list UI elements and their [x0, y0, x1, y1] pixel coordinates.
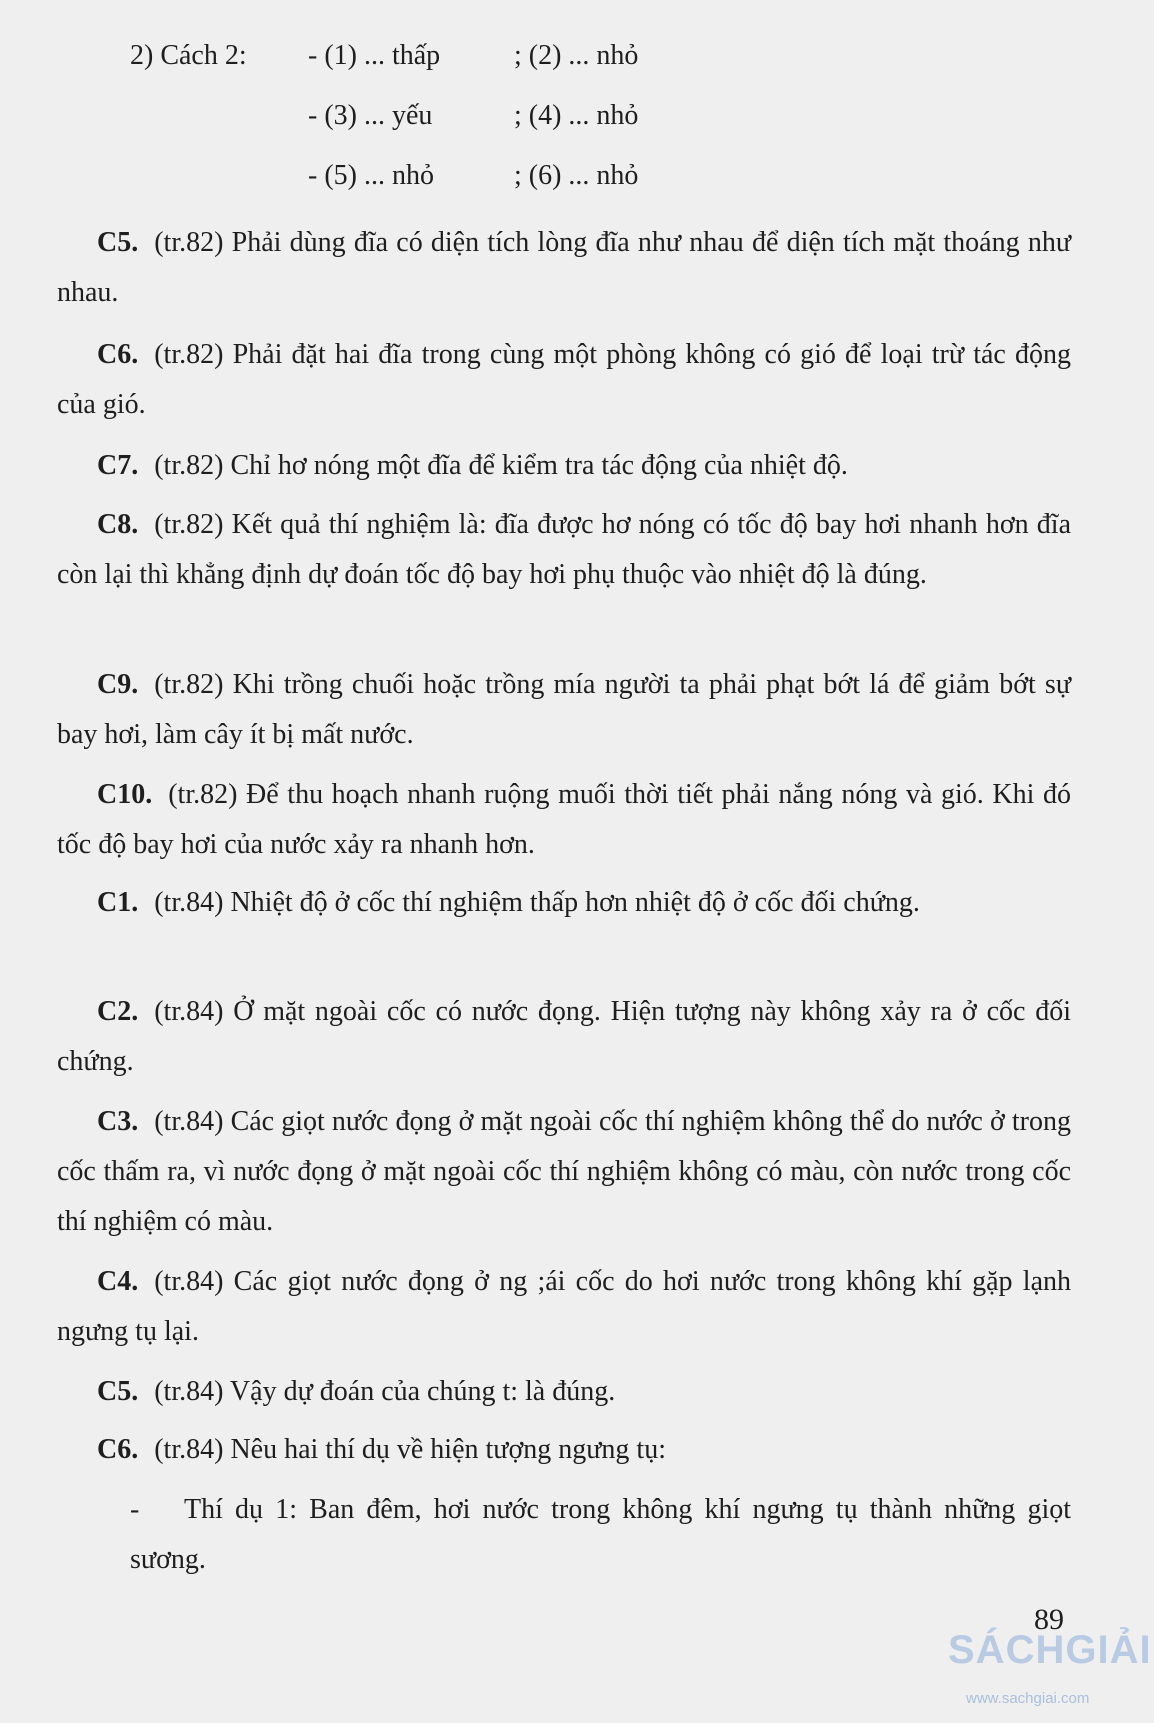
- answer-label: C7.: [97, 450, 139, 481]
- answer-c5-tr82: [57, 218, 1071, 318]
- answer-text: (tr.82) Kết quả thí nghiệm là: đĩa được hơ nóng có tốc độ bay hơi nhanh hơn đĩa còn lại thì khẳng định dự đoán tốc độ bay hơi phụ thuộc vào nhiệt độ là đúng.: [57, 509, 1071, 590]
- answer-c3-tr84: [57, 1097, 1071, 1247]
- answer-c1-tr84: [57, 878, 1071, 928]
- answer-label: C4.: [97, 1266, 139, 1297]
- answer-label: C2.: [97, 996, 139, 1027]
- watermark-logo: [948, 1628, 1152, 1718]
- answer-c7-tr82: [57, 441, 1071, 491]
- answer-c5-tr84: [57, 1367, 1071, 1417]
- answer-label: C9.: [97, 669, 139, 700]
- answer-label: C6.: [97, 339, 139, 370]
- answer-label: C6.: [97, 1434, 139, 1465]
- answer-c6-tr84: [57, 1425, 1071, 1475]
- cach2-row2-a: - (3) ... yếu: [308, 100, 433, 131]
- answer-label: C5.: [97, 1376, 139, 1407]
- answer-text: (tr.84) Các giọt nước đọng ở ng ;ái cốc do hơi nước trong không khí gặp lạnh ngưng tụ lại.: [57, 1266, 1071, 1347]
- answer-text: (tr.84) Nhiệt độ ở cốc thí nghiệm thấp hơn nhiệt độ ở cốc đối chứng.: [154, 887, 920, 918]
- answer-text: (tr.82) Chỉ hơ nóng một đĩa để kiểm tra tác động của nhiệt độ.: [154, 450, 848, 481]
- answer-c6-tr82: [57, 330, 1071, 430]
- example-bullet: [130, 1485, 1071, 1585]
- answer-label: C8.: [97, 509, 139, 540]
- answer-text: (tr.84) Các giọt nước đọng ở mặt ngoài cốc thí nghiệm không thể do nước ở trong cốc thấm ra, vì nước đọng ở mặt ngoài cốc thí nghiệm không có màu, còn nước trong cốc thí nghiệm có màu.: [57, 1106, 1071, 1237]
- answer-c2-tr84: [57, 987, 1071, 1087]
- watermark-url: www.sachgiai.com: [966, 1690, 1090, 1707]
- answer-text: (tr.82) Để thu hoạch nhanh ruộng muối thời tiết phải nắng nóng và gió. Khi đó tốc độ bay hơi của nước xảy ra nhanh hơn.: [57, 779, 1071, 860]
- answer-c10-tr82: [57, 770, 1071, 870]
- answer-text: (tr.82) Khi trồng chuối hoặc trồng mía người ta phải phạt bớt lá để giảm bớt sự bay hơi, làm cây ít bị mất nước.: [57, 669, 1071, 750]
- cach2-row2-b: ; (4) ... nhỏ: [514, 100, 639, 131]
- page-number: 89: [1034, 1603, 1064, 1636]
- watermark-brand: SÁCHGIẢI: [948, 1628, 1152, 1672]
- bullet-text: Thí dụ 1: Ban đêm, hơi nước trong không khí ngưng tụ thành những giọt sương.: [130, 1494, 1071, 1575]
- answer-c9-tr82: [57, 660, 1071, 760]
- answer-label: C1.: [97, 887, 139, 918]
- answer-text: (tr.82) Phải dùng đĩa có diện tích lòng đĩa như nhau để diện tích mặt thoáng như nhau.: [57, 227, 1071, 308]
- answer-text: (tr.84) Ở mặt ngoài cốc có nước đọng. Hiện tượng này không xảy ra ở cốc đối chứng.: [57, 996, 1071, 1077]
- answer-c8-tr82: [57, 500, 1071, 600]
- answer-text: (tr.84) Vậy dự đoán của chúng t: là đúng.: [154, 1376, 616, 1407]
- answer-label: C3.: [97, 1106, 139, 1137]
- cach2-title: 2) Cách 2:: [130, 40, 247, 71]
- answer-label: C5.: [97, 227, 139, 258]
- bullet-dash: -: [130, 1494, 140, 1525]
- answer-c4-tr84: [57, 1257, 1071, 1357]
- cach2-row3-b: ; (6) ... nhỏ: [514, 160, 639, 191]
- answer-label: C10.: [97, 779, 153, 810]
- answer-text: (tr.84) Nêu hai thí dụ về hiện tượng ngưng tụ:: [154, 1434, 666, 1465]
- cach2-row1-a: - (1) ... thấp: [308, 40, 441, 71]
- answer-text: (tr.82) Phải đặt hai đĩa trong cùng một phòng không có gió để loại trừ tác động của gió.: [57, 339, 1071, 420]
- cach2-row3-a: - (5) ... nhỏ: [308, 160, 434, 191]
- cach2-row1-b: ; (2) ... nhỏ: [514, 40, 639, 71]
